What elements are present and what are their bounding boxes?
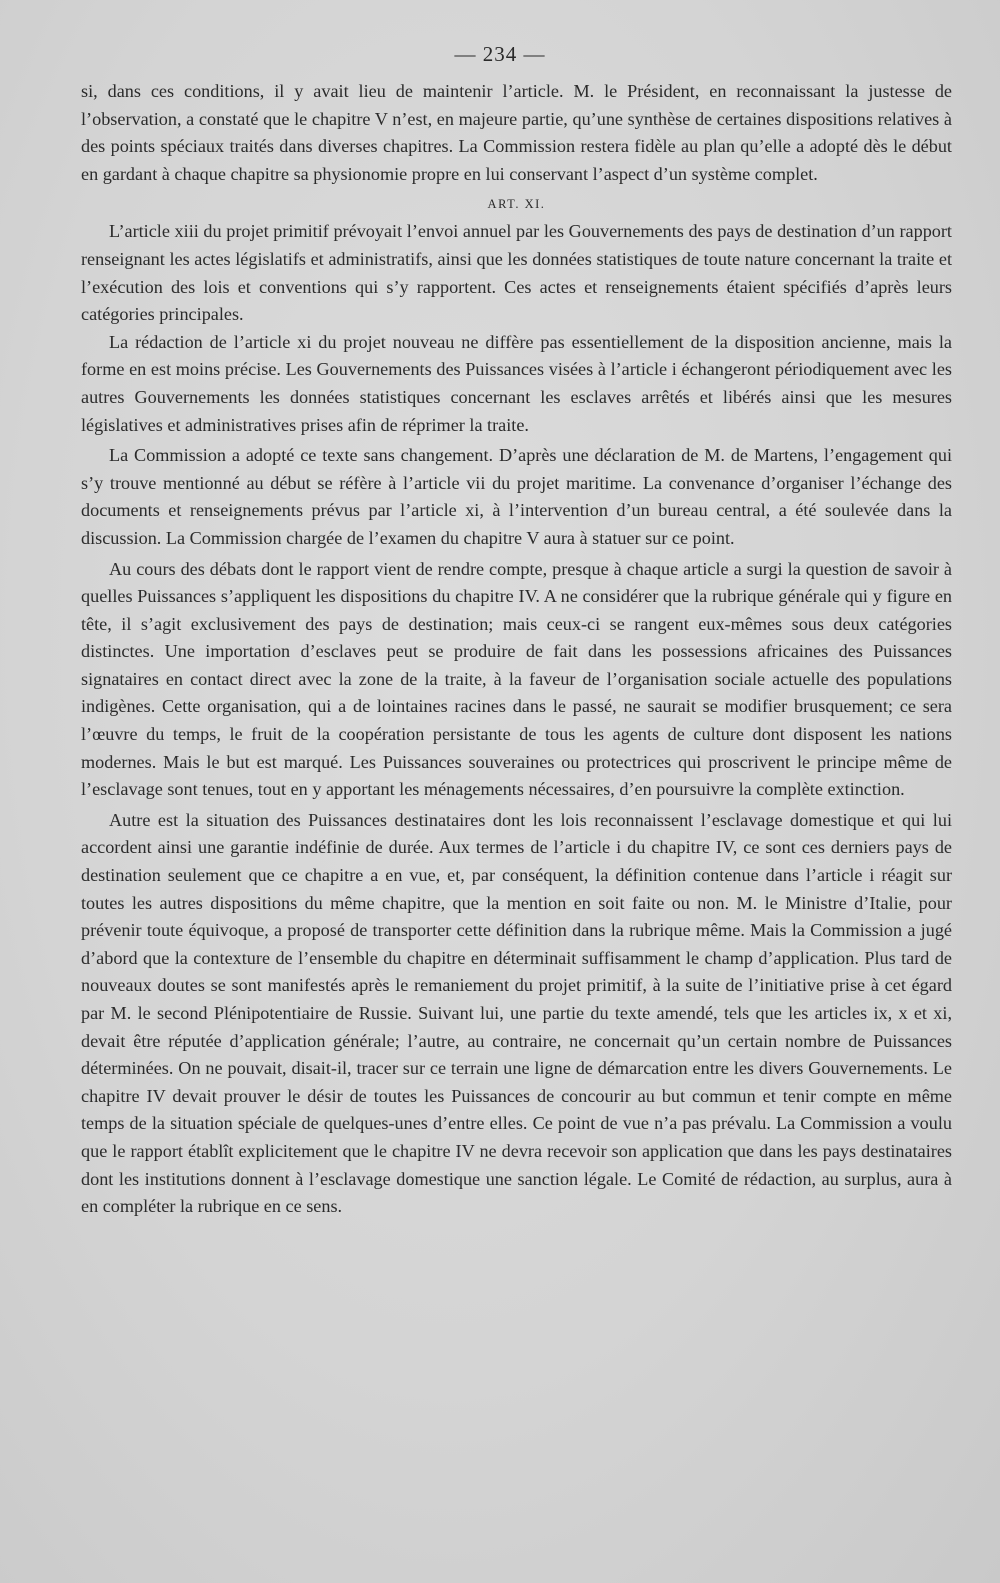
paragraph: Au cours des débats dont le rapport vient de rendre compte, presque à chaque article a surgi la question de savoir à quelles Puissances s’appliquent les dispositions du chapitre IV. A ne considérer que la rubrique générale qui y figure en tête, il s’agit exclusivement des pays de destination; mais ceux-ci se rangent eux-mêmes sous deux catégories distinctes. Une importation d’esclaves peut se produire de fait dans les possessions africaines des Puissances signataires en contact direct avec la zone de la traite, à la faveur de l’organisation sociale actuelle des populations indigènes. Cette organisation, qui a de lointaines racines dans le passé, ne saurait se modifier brusquement; ce sera l’œuvre du temps, le fruit de la coopération persistante de tous les agents de culture dont disposent les nations modernes. Mais le but est marqué. Les Puissances souveraines ou protectrices qui proscrivent le principe même de l’esclavage sont tenues, tout en y apportant les ménagements nécessaires, d’en poursuivre la complète extinction. bbox=[81, 558, 952, 800]
section-heading: ART. XI. bbox=[487, 197, 546, 212]
paragraph: La Commission a adopté ce texte sans changement. D’après une déclaration de M. de Martens, l’engagement qui s’y trouve mentionné au début se réfère à l’article vii du projet maritime. La convenance d’organiser l’échange des documents et renseignements prévus par l’article xi, à l’intervention d’un bureau central, a été soulevée dans la discussion. La Commission chargée de l’examen du chapitre V aura à statuer sur ce point. bbox=[81, 445, 952, 548]
paragraph: Autre est la situation des Puissances destinataires dont les lois reconnaissent l’esclavage domestique et qui lui accordent ainsi une garantie indéfinie de durée. Aux termes de l’article i du chapitre IV, ce sont ces derniers pays de destination seulement que ce chapitre a en vue, et, par conséquent, la définition contenue dans l’article i réagit sur toutes les autres dispositions du même chapitre, que la mention en soit faite ou non. M. le Ministre d’Italie, pour prévenir toute équivoque, a proposé de transporter cette définition dans la rubrique même. Mais la Commission a jugé d’abord que la contexture de l’ensemble du chapitre en déterminait suffisamment le champ d’application. Plus tard de nouveaux doutes se sont manifestés après le remaniement du projet primitif, à la suite de l’initiative prise à cet égard par M. le second Plénipotentiaire de Russie. Suivant lui, une partie du texte amendé, tels que les articles ix, x et xi, devait être réputée d’application générale; l’autre, au contraire, ne concernait qu’un certain nombre de Puissances déterminées. On ne pouvait, disait-il, tracer sur ce terrain une ligne de démarcation entre les divers Gouvernements. Le chapitre IV devait prouver le désir de toutes les Puissances de concourir au but commun et tenir compte en même temps de la situation spéciale de quelques-unes d’entre elles. Ce point de vue n’a pas prévalu. La Commission a voulu que le rapport établît explicitement que le chapitre IV ne devra recevoir son application que dans les pays destinataires dont les institutions donnent à l’esclavage domestique une sanction légale. Le Comité de rédaction, au surplus, aura à en compléter la rubrique en ce sens. bbox=[81, 809, 952, 1217]
page-number: — 234 — bbox=[454, 42, 546, 66]
body-text bbox=[81, 78, 952, 1221]
paragraph: La rédaction de l’article xi du projet nouveau ne diffère pas essentiellement de la disposition ancienne, mais la forme en est moins précise. Les Gouvernements des Puissances visées à l’article i échangeront périodiquement avec les autres Gouvernements les données statistiques concernant les esclaves arrêtés et libérés ainsi que les mesures législatives et administratives prises afin de réprimer la traite. bbox=[81, 331, 952, 435]
paragraph-continued: si, dans ces conditions, il y avait lieu de maintenir l’article. M. le Président, en reconnaissant la justesse de l’observation, a constaté que le chapitre V n’est, en majeure partie, qu’une synthèse de certaines dispositions relatives à des points spéciaux traités dans diverses chapitres. La Commission restera fidèle au plan qu’elle a adopté dès le début en gardant à chaque chapitre sa physionomie propre en lui conservant l’aspect d’un système complet. bbox=[81, 81, 952, 184]
paragraph: L’article xiii du projet primitif prévoyait l’envoi annuel par les Gouvernements des pays de destination d’un rapport renseignant les actes législatifs et administratifs, ainsi que les données statistiques de toute nature concernant la traite et l’exécution des lois et conventions qui s’y rapportent. Ces actes et renseignements étaient spécifiés d’après leurs catégories principales. bbox=[81, 221, 952, 325]
